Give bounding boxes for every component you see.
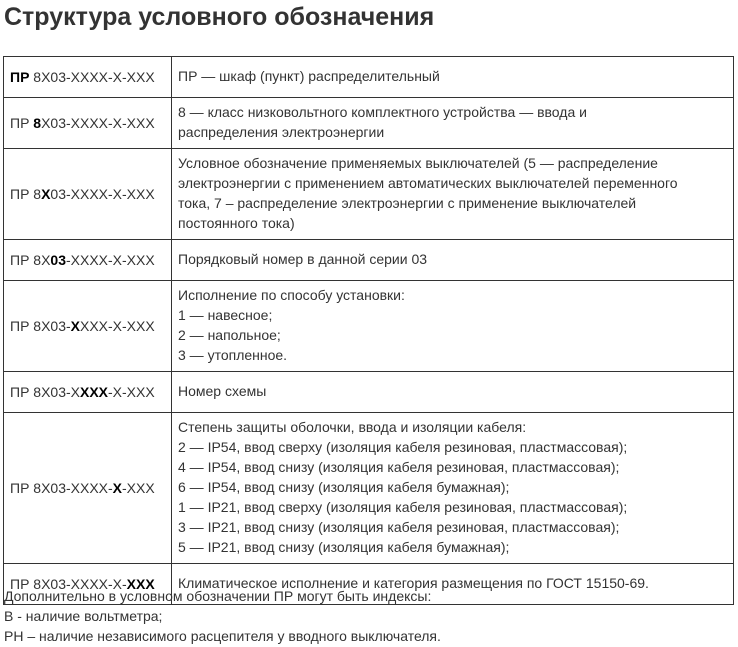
description-line: 8 — класс низковольтного комплектного устройства — ввода и [178, 104, 587, 120]
code-highlight: 8 [33, 115, 42, 131]
table-row [4, 57, 734, 98]
designation-code-cell [4, 413, 172, 564]
code-highlight: Х [41, 186, 51, 202]
code-suffix: Х03-ХХХХ-Х-ХХХ [41, 115, 155, 131]
description-line: 5 — IP21, ввод снизу (изоляция кабеля бумажная); [178, 539, 510, 555]
code-suffix: 8Х03-ХХХХ-Х-ХХХ [29, 69, 155, 85]
table-row [4, 149, 734, 240]
additional-note [4, 586, 441, 646]
description-line: 2 — IP54, ввод сверху (изоляция кабеля резиновая, пластмассовая); [178, 439, 628, 455]
description-line: 2 — напольное; [178, 327, 281, 343]
description-cell [172, 372, 734, 413]
table-row [4, 281, 734, 372]
description-line: Степень защиты оболочки, ввода и изоляции кабеля: [178, 419, 527, 435]
code-prefix: ПР 8Х03-Х [10, 384, 80, 400]
code-suffix: ХХХ-Х-ХХХ [80, 318, 155, 334]
description-line: Условное обозначение применяемых выключателей (5 — распределение [178, 155, 658, 171]
description-line: 6 — IP54, ввод снизу (изоляция кабеля бумажная); [178, 479, 510, 495]
designation-code-cell [4, 98, 172, 149]
designation-code-cell [4, 240, 172, 281]
description-cell [172, 57, 734, 98]
table-row [4, 98, 734, 149]
code-prefix: ПР [10, 115, 34, 131]
description-line: постоянного тока) [178, 215, 295, 231]
code-highlight: ХХХ [80, 384, 109, 400]
code-highlight: Х [112, 480, 123, 496]
description-line: электроэнергии с применением автоматических выключателей переменного [178, 175, 678, 191]
table-row [4, 413, 734, 564]
description-cell [172, 281, 734, 372]
code-prefix: ПР 8Х [10, 252, 51, 268]
description-line: тока, 7 – распределение электроэнергии с применение выключателей [178, 195, 637, 211]
note-line: В - наличие вольтметра; [4, 608, 163, 624]
description-line: 3 — IP21, ввод снизу (изоляция кабеля резиновая, пластмассовая); [178, 519, 620, 535]
description-line: Порядковый номер в данной серии 03 [178, 251, 428, 267]
description-line: ПР — шкаф (пункт) распределительный [178, 68, 440, 84]
code-suffix: -ХХХ [122, 480, 155, 496]
code-prefix: ПР 8Х03-ХХХХ- [10, 480, 113, 496]
description-cell [172, 413, 734, 564]
code-prefix: ПР 8 [10, 186, 42, 202]
code-prefix: ПР 8Х03-ХХХХ-Х- [10, 576, 127, 592]
code-suffix: 03-ХХХХ-Х-ХХХ [50, 186, 155, 202]
code-highlight: Х [70, 318, 80, 334]
table-row [4, 372, 734, 413]
table-row [4, 240, 734, 281]
code-prefix: ПР 8Х03- [10, 318, 71, 334]
description-line: 3 — утопленное. [178, 347, 288, 363]
description-line: 4 — IP54, ввод снизу (изоляция кабеля резиновая, пластмассовая); [178, 459, 620, 475]
code-highlight: ПР [10, 69, 30, 85]
description-cell [172, 98, 734, 149]
description-line: Климатическое исполнение и категория размещения по ГОСТ 15150-69. [178, 575, 649, 591]
description-line: распределения электроэнергии [178, 124, 385, 140]
note-line: Дополнительно в условном обозначении ПР могут быть индексы: [4, 588, 432, 604]
designation-code-cell [4, 281, 172, 372]
note-line: РН – наличие независимого расцепителя у вводного выключателя. [4, 628, 441, 644]
description-line: Исполнение по способу установки: [178, 287, 405, 303]
code-suffix: -Х-ХХХ [108, 384, 155, 400]
designation-code-cell [4, 57, 172, 98]
code-suffix: -ХХХХ-Х-ХХХ [66, 252, 155, 268]
description-line: 1 — навесное; [178, 307, 273, 323]
designation-table [3, 56, 734, 605]
designation-code-cell [4, 372, 172, 413]
code-highlight: ХХХ [126, 576, 155, 592]
description-cell [172, 240, 734, 281]
description-line: Номер схемы [178, 383, 267, 399]
page-title: Структура условного обозначения [4, 3, 435, 31]
code-highlight: 03 [50, 252, 66, 268]
designation-code-cell [4, 149, 172, 240]
description-cell [172, 149, 734, 240]
description-line: 1 — IP21, ввод сверху (изоляция кабеля резиновая, пластмассовая); [178, 499, 628, 515]
